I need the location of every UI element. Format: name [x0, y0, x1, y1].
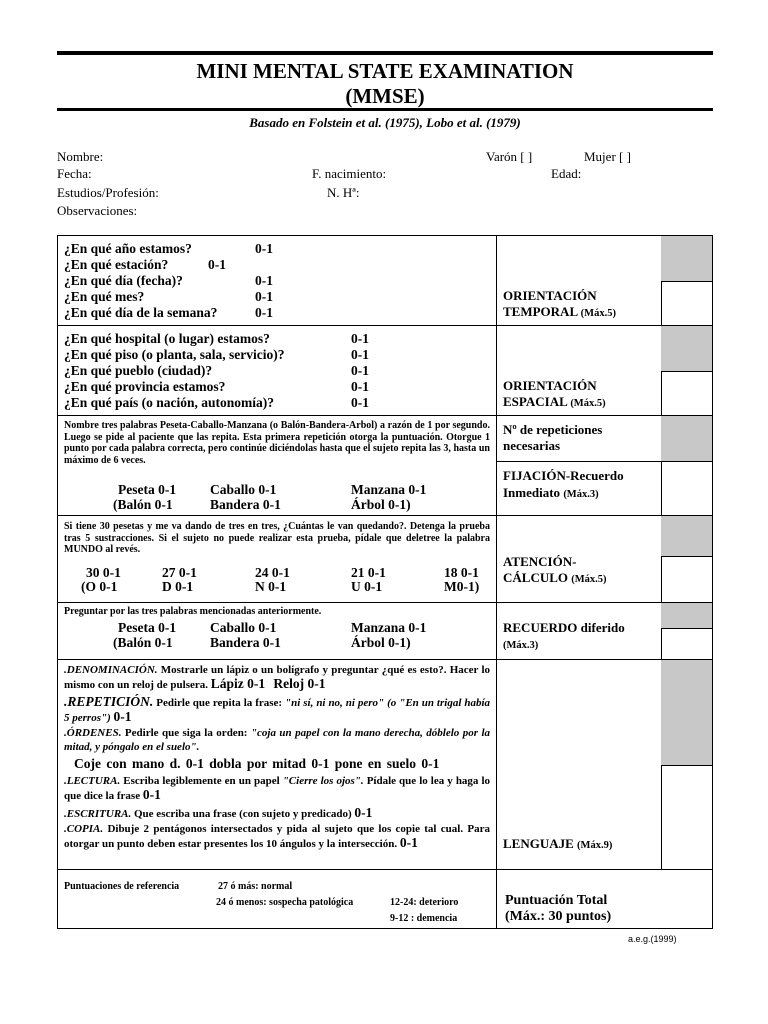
word-score: Caballo 0-1 [210, 482, 277, 497]
row-divider [57, 515, 713, 516]
word-score: Árbol 0-1) [351, 497, 411, 512]
question: ¿En qué hospital (o lugar) estamos? [64, 331, 270, 346]
score: 0-1 [351, 347, 369, 362]
calc-score: 21 0-1 [351, 565, 386, 580]
repeticion-text: .REPETICIÓN. Pedirle que repita la frase: "ni sí, ni no, ni pero" (o "En un trigal había 5 perros") 0-1 [64, 694, 490, 724]
score-divider [661, 765, 713, 766]
estudios-label: Estudios/Profesión: [57, 185, 159, 200]
calc-score: M0-1) [444, 579, 480, 594]
section-label: TEMPORAL (Máx.5) [503, 304, 616, 319]
repeticiones-label: Nº de repeticiones [503, 422, 603, 437]
word-score: Manzana 0-1 [351, 482, 427, 497]
row-divider [57, 602, 713, 603]
total-label: Puntuación Total [505, 893, 608, 908]
calc-score: (O 0-1 [81, 579, 118, 594]
score-cell-gray [661, 236, 712, 281]
question: ¿En qué día (fecha)? [64, 273, 183, 288]
lectura-text: .LECTURA. Escriba legiblemente en un papel "Cierre los ojos". Pídale que lo lea y haga lo que dice la frase 0-1 [64, 775, 491, 802]
word-score: Manzana 0-1 [351, 620, 427, 635]
edad-label: Edad: [551, 166, 582, 181]
row-divider [57, 869, 713, 870]
word-score: Árbol 0-1) [351, 635, 411, 650]
title-rule [57, 108, 713, 111]
ref-normal: 27 ó más: normal [218, 881, 293, 892]
score-divider [661, 371, 713, 372]
escritura-text: .ESCRITURA. Que escriba una frase (con sujeto y predicado) 0-1 [64, 805, 373, 820]
word-score: Bandera 0-1 [210, 497, 281, 512]
row-divider [57, 325, 713, 326]
instructions: Si tiene 30 pesetas y me va dando de tres en tres, ¿Cuántas le van quedando?. Detenga la prueba tras 5 sustracciones. Si el sujeto no puede realizar esta prueba, pídale que deletree la palabra MUNDO al revés. [64, 521, 490, 555]
nha-label: N. Hª: [327, 185, 360, 200]
calc-score: 18 0-1 [444, 565, 479, 580]
question: ¿En qué provincia estamos? [64, 379, 226, 394]
calc-score: U 0-1 [351, 579, 383, 594]
instructions: Nombre tres palabras Peseta-Caballo-Manzana (o Balón-Bandera-Arbol) a razón de 1 por segundo. Luego se pide al paciente que las repita. Esta primera repetición otorga la puntuación. Otorgue 1 punto por cada palabra correcta, pero continúe diciéndolas hasta que el sujeto repita las 3, hasta un máximo de 6 veces. [64, 420, 490, 466]
page-title-abbrev: (MMSE) [345, 84, 425, 108]
observaciones-label: Observaciones: [57, 203, 138, 218]
varon-checkbox[interactable]: Varón [ ] [486, 149, 533, 164]
row-divider [57, 415, 713, 416]
page-title: MINI MENTAL STATE EXAMINATION [196, 59, 574, 83]
denominacion-text: .DENOMINACIÓN. Mostrarle un lápiz o un bolígrafo y preguntar ¿qué es esto?. Hacer lo mismo con un reloj de pulsera. Lápiz 0-1 Reloj 0-1 [64, 664, 491, 691]
score-cell-gray [661, 326, 712, 371]
ref-label: Puntuaciones de referencia [64, 881, 180, 892]
calc-score: 27 0-1 [162, 565, 197, 580]
section-label: ORIENTACIÓN [503, 378, 597, 393]
score-divider [661, 556, 713, 557]
nombre-label: Nombre: [57, 149, 104, 164]
question: ¿En qué país (o nación, autonomía)? [64, 395, 275, 410]
section-label: ORIENTACIÓN [503, 288, 597, 303]
score-divider [661, 281, 713, 282]
section-label: ESPACIAL (Máx.5) [503, 394, 606, 409]
score: 0-1 [351, 395, 369, 410]
section-label: RECUERDO diferido [503, 620, 625, 635]
score-cell-gray [661, 660, 712, 765]
word-score: Bandera 0-1 [210, 635, 281, 650]
score-cell-gray [661, 416, 712, 461]
f-nacimiento-label: F. nacimiento: [312, 166, 387, 181]
score-cell-gray [661, 516, 712, 556]
section-label: LENGUAJE (Máx.9) [503, 836, 613, 851]
copia-text: .COPIA. Dibuje 2 pentágonos intersectados y pida al sujeto que los copie tal cual. Para otorgar un punto deben estar presentes los 10 ángulos y la intersección. 0-1 [64, 823, 490, 850]
repeticiones-label: necesarias [503, 438, 561, 453]
score: 0-1 [255, 289, 273, 304]
section-max: (Máx.3) [503, 640, 539, 651]
row-divider [57, 659, 713, 660]
question: ¿En qué estación? [64, 257, 169, 272]
section-label: CÁLCULO (Máx.5) [503, 570, 607, 585]
score: 0-1 [208, 257, 226, 272]
ordenes-scores: Coje con mano d. 0-1 dobla por mitad 0-1 pone en suelo 0-1 [74, 756, 440, 771]
word-score: (Balón 0-1 [113, 635, 173, 650]
question: ¿En qué día de la semana? [64, 305, 218, 320]
mujer-checkbox[interactable]: Mujer [ ] [584, 149, 631, 164]
word-score: Caballo 0-1 [210, 620, 277, 635]
score: 0-1 [351, 363, 369, 378]
score-divider [496, 461, 713, 462]
calc-score: 24 0-1 [255, 565, 290, 580]
question: ¿En qué mes? [64, 289, 145, 304]
section-label: Inmediato (Máx.3) [503, 485, 599, 500]
fecha-label: Fecha: [57, 166, 92, 181]
ordenes-text: .ÓRDENES. Pedirle que siga la orden: "coja un papel con la mano derecha, dóblelo por la mitad, y póngalo en el suelo". [64, 727, 491, 753]
score: 0-1 [255, 241, 273, 256]
question: ¿En qué pueblo (ciudad)? [64, 363, 213, 378]
col-divider-1 [496, 235, 497, 929]
top-rule [57, 51, 713, 55]
subtitle: Basado en Folstein et al. (1975), Lobo et al. (1979) [249, 115, 521, 130]
instructions: Preguntar por las tres palabras mencionadas anteriormente. [64, 606, 322, 617]
score: 0-1 [351, 331, 369, 346]
score-cell-gray [661, 603, 712, 628]
question: ¿En qué año estamos? [64, 241, 192, 256]
question: ¿En qué piso (o planta, sala, servicio)? [64, 347, 285, 362]
word-score: (Balón 0-1 [113, 497, 173, 512]
score: 0-1 [255, 305, 273, 320]
score: 0-1 [351, 379, 369, 394]
ref-deterioro: 12-24: deterioro [390, 897, 459, 908]
ref-sospecha: 24 ó menos: sospecha patológica [216, 897, 354, 908]
total-max: (Máx.: 30 puntos) [505, 909, 612, 924]
calc-score: D 0-1 [162, 579, 194, 594]
section-label: FIJACIÓN-Recuerdo [503, 468, 624, 483]
word-score: Peseta 0-1 [118, 620, 177, 635]
ref-demencia: 9-12 : demencia [390, 913, 458, 924]
score-divider [661, 628, 713, 629]
score: 0-1 [255, 273, 273, 288]
calc-score: N 0-1 [255, 579, 287, 594]
section-label: ATENCIÓN- [503, 554, 577, 569]
word-score: Peseta 0-1 [118, 482, 177, 497]
footer-credit: a.e.g.(1999) [628, 934, 677, 944]
calc-score: 30 0-1 [86, 565, 121, 580]
